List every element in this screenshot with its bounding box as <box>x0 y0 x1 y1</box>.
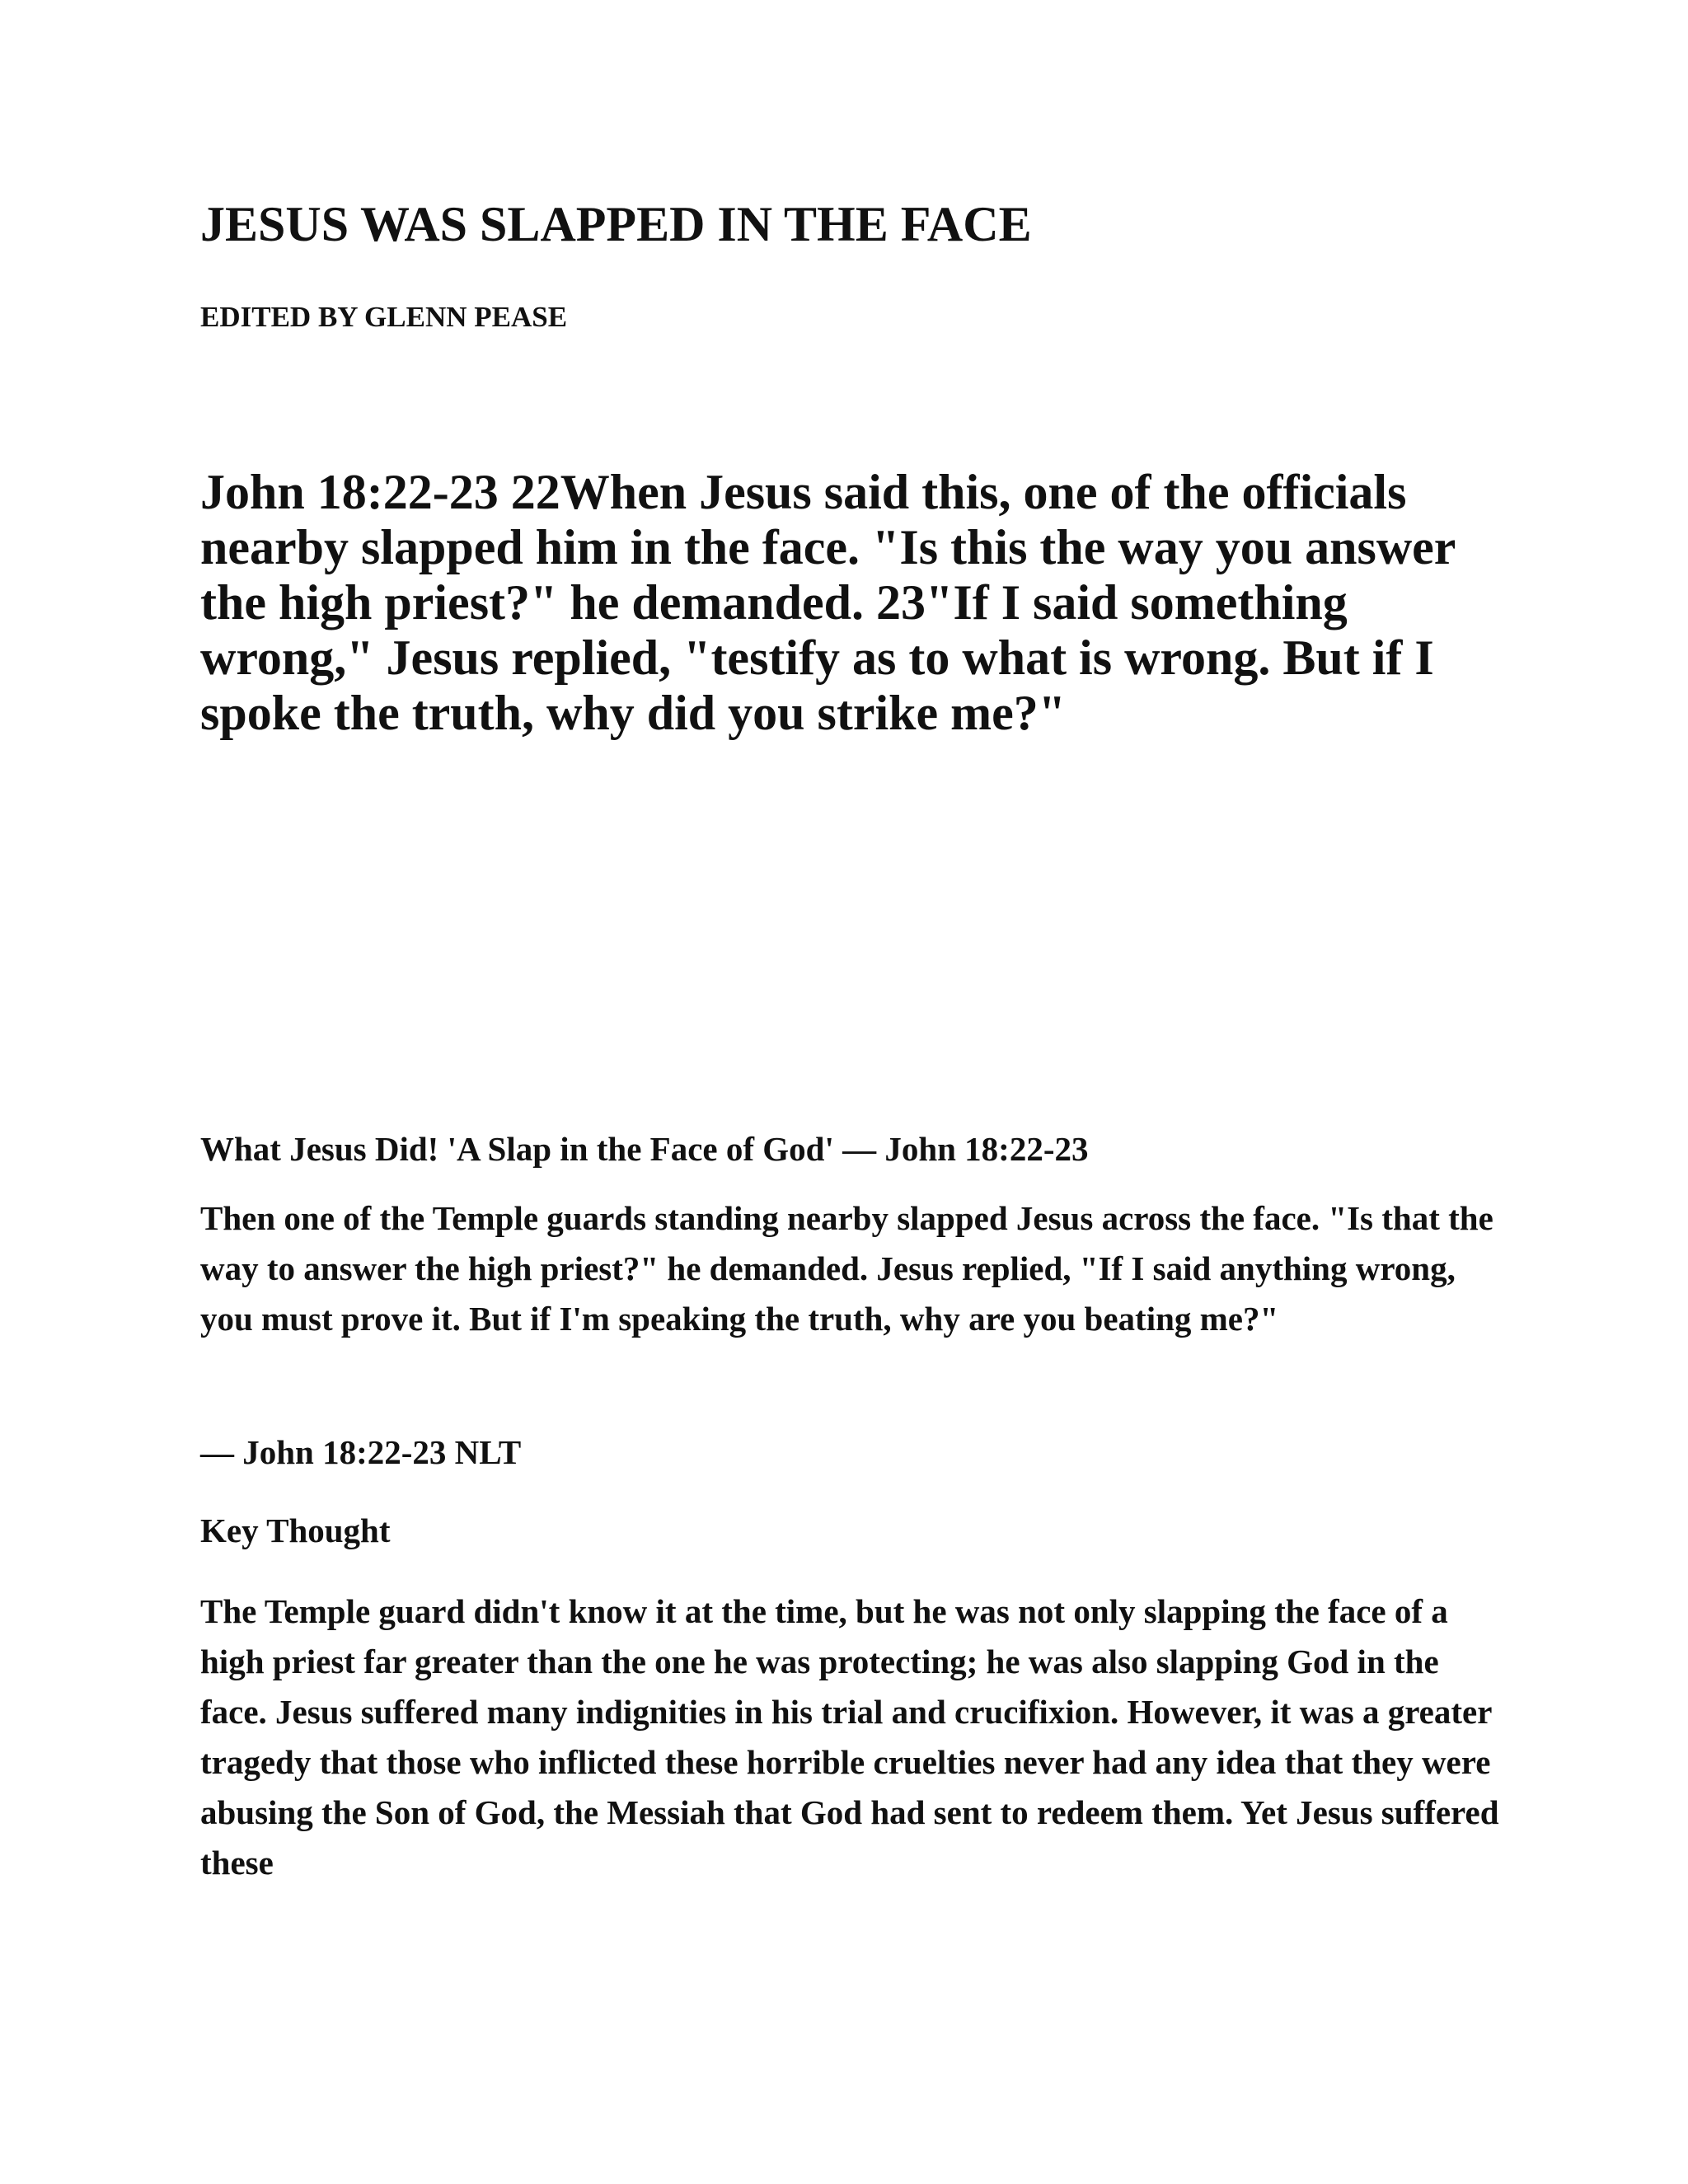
section-heading: What Jesus Did! 'A Slap in the Face of God' — John 18:22-23 <box>200 1130 1089 1168</box>
scripture-quote: Then one of the Temple guards standing nearby slapped Jesus across the face. "Is that the way to answer the high priest?" he demanded. Jesus replied, "If I said anything wrong, you must prove it. But if I'm speaking the truth, why are you beating me?" <box>200 1199 1493 1338</box>
page-title: JESUS WAS SLAPPED IN THE FACE <box>200 197 1032 251</box>
key-thought-paragraph: The Temple guard didn't know it at the time, but he was not only slapping the face of a high priest far greater than the one he was protecting; he was also slapping God in the face. Jesus suffered many indignities in his trial and crucifixion. However, it was a greater tragedy that those who inflicted these horrible cruelties never had any idea that they were abusing the Son of God, the Messiah that God had sent to redeem them. Yet Jesus suffered these <box>200 1592 1499 1882</box>
scripture-passage: John 18:22-23 22When Jesus said this, one of the officials nearby slapped him in the face. "Is this the way you answer the high priest?" he demanded. 23"If I said something wrong," Jesus replied, "testify as to what is wrong. But if I spoke the truth, why did you strike me?" <box>200 465 1456 740</box>
key-thought-heading: Key Thought <box>200 1511 391 1549</box>
editor-credit: EDITED BY GLENN PEASE <box>200 301 568 333</box>
quote-reference: — John 18:22-23 NLT <box>200 1433 522 1471</box>
